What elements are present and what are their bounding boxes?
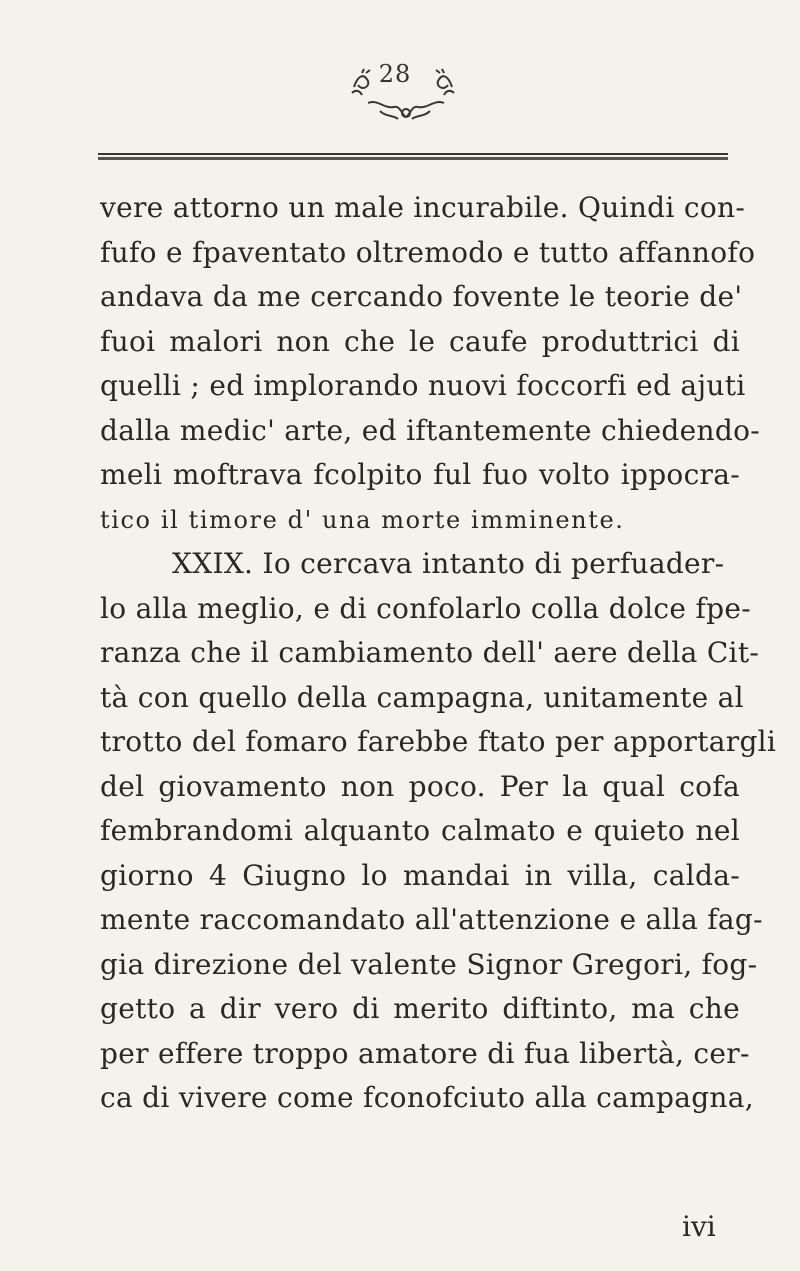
text-line: fembrandomi alquanto calmato e quieto nel <box>100 814 740 847</box>
text-line: trotto del fomaro farebbe ftato per apportargli <box>100 725 777 758</box>
page-number: 28 <box>378 60 412 88</box>
text-line: andava da me cercando fovente le teorie de' <box>100 280 743 313</box>
scroll-ornament-icon <box>360 95 450 125</box>
text-line: fufo e fpaventato oltremodo e tutto affannofo <box>100 235 756 269</box>
text-line: fuoi malori non che le caufe produttrici di <box>100 324 740 358</box>
text-line: ranza che il cambiamento dell' aere della Cit- <box>100 636 760 669</box>
text-line: getto a dir vero di merito diftinto, ma che <box>100 992 740 1025</box>
text-line: gia direzione del valente Signor Gregori, fog- <box>100 947 758 981</box>
text-line: lo alla meglio, e di confolarlo colla dolce fpe- <box>100 591 751 625</box>
catchword: ivi <box>682 1210 716 1243</box>
text-line: dalla medic' arte, ed iftantemente chiedendo- <box>100 413 761 447</box>
text-line: vere attorno un male incurabile. Quindi con- <box>100 191 746 224</box>
text-line: per effere troppo amatore di fua libertà, cer- <box>100 1036 750 1070</box>
page-header <box>0 55 800 125</box>
section-heading-line: XXIX. Io cercava intanto di perfuader- <box>172 547 725 580</box>
text-line: ca di vivere come fconofciuto alla campagna, <box>100 1081 754 1114</box>
text-line: giorno 4 Giugno lo mandai in villa, calda- <box>100 858 740 892</box>
text-line: tà con quello della campagna, unitamente al <box>100 680 744 714</box>
text-line: meli moftrava fcolpito ful fuo volto ippocra- <box>100 458 740 491</box>
text-line: del giovamento non poco. Per la qual cofa <box>100 769 740 803</box>
text-line: tico il timore d' una morte imminente. <box>100 505 625 534</box>
text-line: quelli ; ed implorando nuovi foccorfi ed ajuti <box>100 369 746 402</box>
page-body-text <box>100 186 777 1121</box>
text-line: mente raccomandato all'attenzione e alla fag- <box>100 903 763 936</box>
header-rule <box>98 153 728 162</box>
